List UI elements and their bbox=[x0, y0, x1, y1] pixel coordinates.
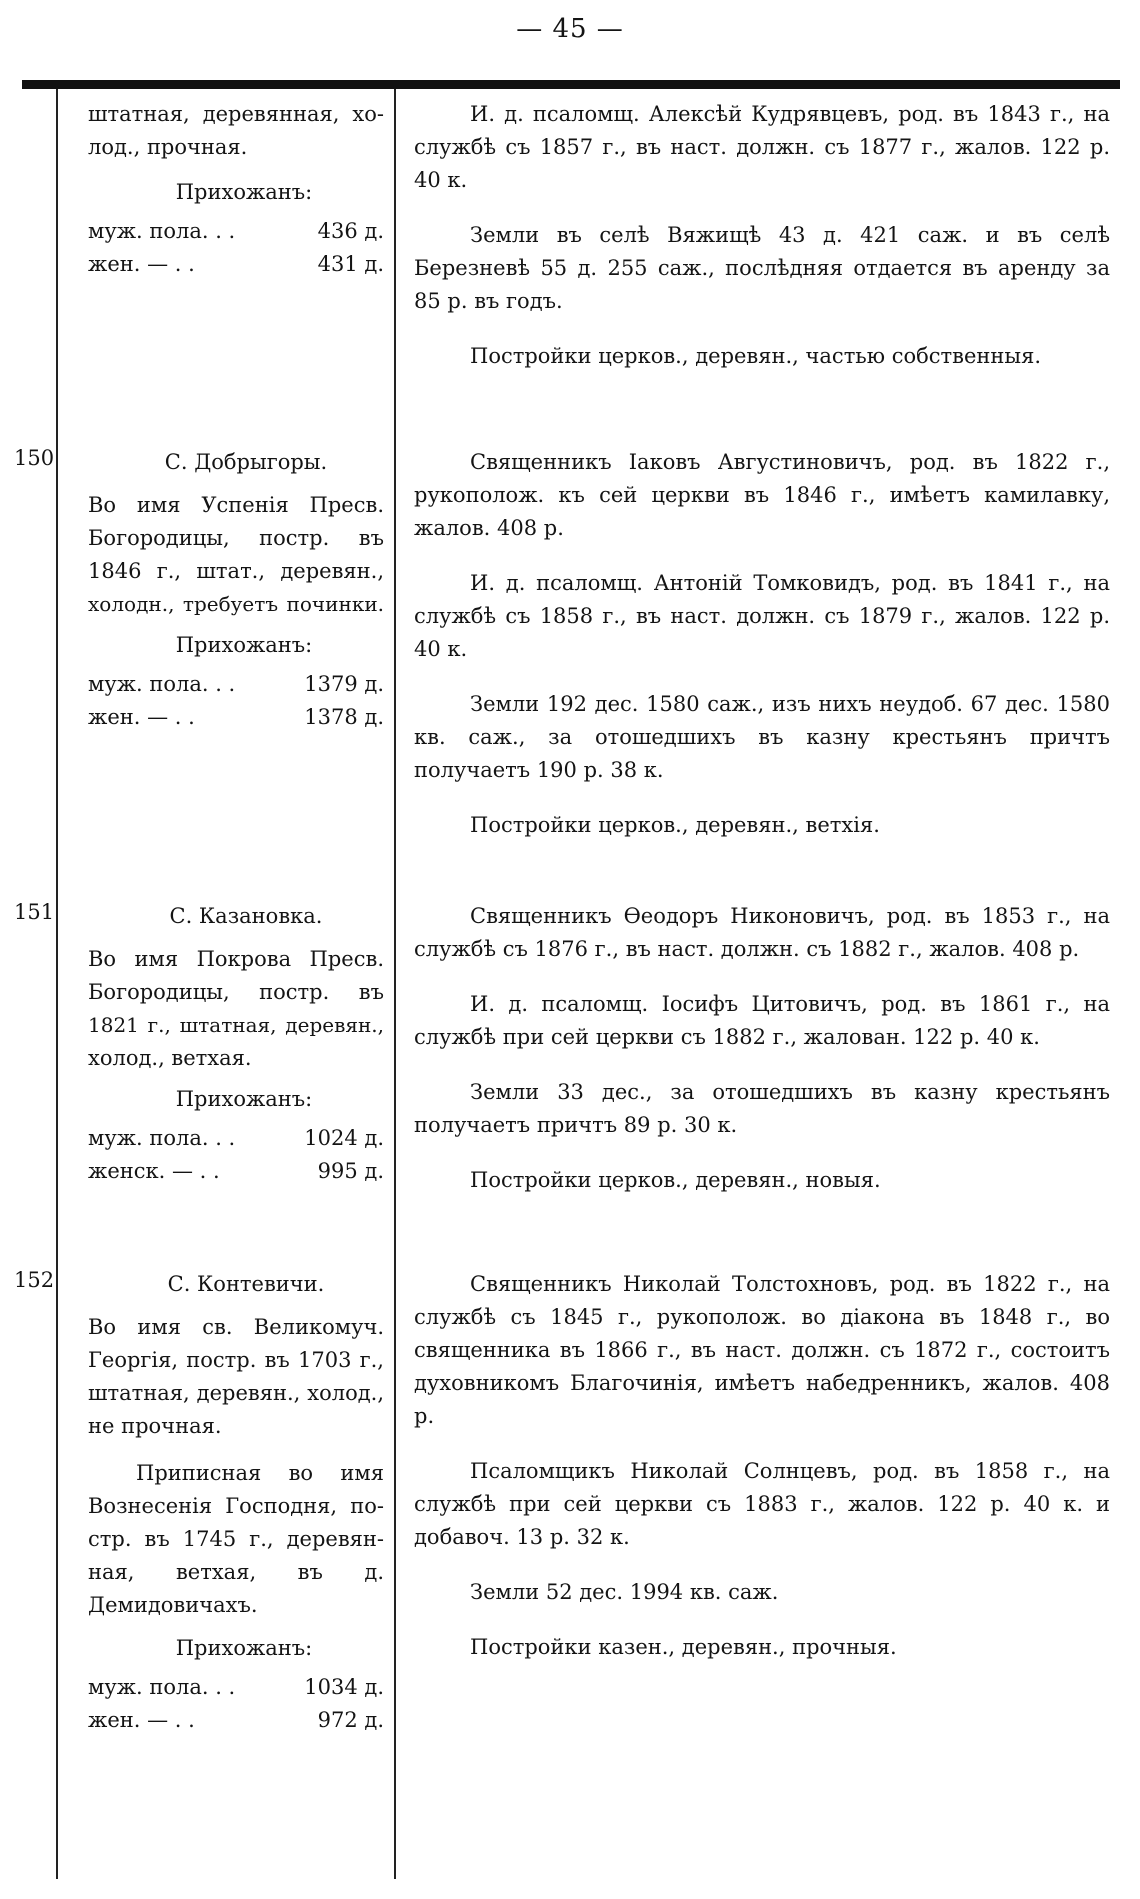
parishioners-title: Прихожанъ: bbox=[175, 633, 313, 657]
land-paragraph: Земли въ селѣ Вяжищѣ 43 д. 421 саж. и въ селѣ Березневѣ 55 д. 255 саж., послѣдняя отдается въ аренду за 85 р. въ годъ. bbox=[414, 223, 1110, 313]
church-line: 1821 г., штатная, деревян., bbox=[88, 1013, 384, 1037]
priest-paragraph: Священникъ Іаковъ Августиновичъ, род. въ 1822 г., рукополож. къ сей церкви въ 1846 г., имѣетъ камилавку, жалов. 408 р. bbox=[414, 450, 1110, 540]
village-name: С. Контевичи. bbox=[167, 1272, 325, 1296]
entry-number: 151 bbox=[14, 900, 55, 924]
church-line: лод., прочная. bbox=[88, 135, 248, 159]
entry-right-column bbox=[414, 900, 1110, 1219]
female-parishioners-row bbox=[88, 1704, 384, 1737]
female-label: жен. — . . bbox=[88, 252, 195, 276]
church-line: Богородицы, постр. въ bbox=[88, 526, 384, 550]
entry-left-column bbox=[88, 900, 384, 1188]
entry-number: 152 bbox=[14, 1268, 55, 1292]
female-value: 1378 д. bbox=[304, 705, 384, 729]
psalmist-paragraph: И. д. псаломщ. Алексѣй Кудрявцевъ, род. въ 1843 г., на службѣ съ 1857 г., въ наст. должн. съ 1877 г., жалов. 122 р. 40 к. bbox=[414, 102, 1110, 192]
land-paragraph: Земли 33 дес., за отошедшихъ въ казну крестьянъ получаетъ причтъ 89 р. 30 к. bbox=[414, 1080, 1110, 1137]
male-label: муж. пола. . . bbox=[88, 1126, 236, 1150]
village-name: С. Казановка. bbox=[169, 904, 323, 928]
female-label: жен. — . . bbox=[88, 1708, 195, 1732]
buildings-paragraph: Постройки церков., деревян., частью собственныя. bbox=[470, 344, 1042, 368]
male-parishioners-row bbox=[88, 1671, 384, 1704]
male-value: 1379 д. bbox=[304, 672, 384, 696]
male-parishioners-row bbox=[88, 215, 384, 248]
church-line: Во имя Покрова Пресв. bbox=[88, 947, 384, 971]
male-label: муж. пола. . . bbox=[88, 672, 236, 696]
priest-paragraph: Священникъ Ѳеодоръ Никоновичъ, род. въ 1853 г., на службѣ съ 1876 г., въ наст. должн. съ 1882 г., жалов. 408 р. bbox=[414, 904, 1110, 961]
entry-number: 150 bbox=[14, 446, 55, 470]
female-parishioners-row bbox=[88, 1155, 384, 1188]
annex-line: ная, ветхая, въ д. Демидовичахъ. bbox=[88, 1560, 384, 1617]
buildings-paragraph: Постройки казен., деревян., прочныя. bbox=[470, 1635, 897, 1659]
male-value: 1034 д. bbox=[304, 1675, 384, 1699]
church-line: штатная, деревян., холод., bbox=[88, 1381, 384, 1405]
male-value: 436 д. bbox=[317, 219, 384, 243]
female-parishioners-row bbox=[88, 248, 384, 281]
female-value: 972 д. bbox=[317, 1708, 384, 1732]
female-label: жен. — . . bbox=[88, 705, 195, 729]
church-line: не прочная. bbox=[88, 1414, 222, 1438]
parishioners-title: Прихожанъ: bbox=[175, 180, 313, 204]
psalmist-paragraph: И. д. псаломщ. Іосифъ Цитовичъ, род. въ 1861 г., на службѣ при сей церкви съ 1882 г., жалован. 122 р. 40 к. bbox=[414, 992, 1110, 1049]
church-line: 1846 г., штат., деревян., bbox=[88, 559, 384, 583]
priest-paragraph: Священникъ Николай Толстохновъ, род. въ 1822 г., на службѣ съ 1845 г., рукополож. во діакона въ 1848 г., во священника въ 1866 г., въ наст. должн. съ 1872 г., состоитъ духовникомъ Благочинія, имѣетъ набедренникъ, жалов. 408 р. bbox=[414, 1272, 1110, 1428]
entry-right-column bbox=[414, 446, 1110, 864]
parishioners-title: Прихожанъ: bbox=[175, 1087, 313, 1111]
annex-line: стр. въ 1745 г., деревян- bbox=[88, 1527, 384, 1551]
village-name: С. Добрыгоры. bbox=[164, 450, 328, 474]
entry-right-column bbox=[414, 1268, 1110, 1686]
psalmist-paragraph: И. д. псаломщ. Антоній Томковидъ, род. въ 1841 г., на службѣ съ 1858 г., въ наст. должн. съ 1879 г., жалов. 122 р. 40 к. bbox=[414, 571, 1110, 661]
male-parishioners-row bbox=[88, 1122, 384, 1155]
top-rule bbox=[22, 80, 1120, 89]
female-value: 431 д. bbox=[317, 252, 384, 276]
continued-left-column bbox=[88, 98, 384, 281]
buildings-paragraph: Постройки церков., деревян., новыя. bbox=[470, 1168, 881, 1192]
church-line: штатная, деревянная, хо- bbox=[88, 102, 384, 126]
page-number: — 45 — bbox=[516, 14, 624, 44]
church-line: холодн., требуетъ починки. bbox=[88, 592, 384, 616]
female-label: женск. — . . bbox=[88, 1159, 220, 1183]
entry-left-column bbox=[88, 1268, 384, 1737]
buildings-paragraph: Постройки церков., деревян., ветхія. bbox=[470, 813, 880, 837]
left-column-rule bbox=[56, 89, 58, 1879]
male-parishioners-row bbox=[88, 668, 384, 701]
annex-line: Вознесенія Господня, по- bbox=[88, 1494, 384, 1518]
male-label: муж. пола. . . bbox=[88, 219, 236, 243]
church-line: Георгія, постр. въ 1703 г., bbox=[88, 1348, 384, 1372]
land-paragraph: Земли 52 дес. 1994 кв. саж. bbox=[470, 1580, 779, 1604]
male-label: муж. пола. . . bbox=[88, 1675, 236, 1699]
entry-left-column bbox=[88, 446, 384, 734]
church-line: холод., ветхая. bbox=[88, 1046, 252, 1070]
annex-line: Приписная во имя bbox=[136, 1461, 384, 1485]
church-line: Во имя Успенія Пресв. bbox=[88, 493, 384, 517]
female-value: 995 д. bbox=[317, 1159, 384, 1183]
male-value: 1024 д. bbox=[304, 1126, 384, 1150]
land-paragraph: Земли 192 дес. 1580 саж., изъ нихъ неудоб. 67 дес. 1580 кв. саж., за отошедшихъ въ казну крестьянъ причтъ получаетъ 190 р. 38 к. bbox=[414, 692, 1110, 782]
middle-column-rule bbox=[394, 89, 396, 1879]
female-parishioners-row bbox=[88, 701, 384, 734]
church-line: Во имя св. Великомуч. bbox=[88, 1315, 384, 1339]
continued-right-column bbox=[414, 98, 1110, 395]
psalmist-paragraph: Псаломщикъ Николай Солнцевъ, род. въ 1858 г., на службѣ при сей церкви съ 1883 г., жалов. 122 р. 40 к. и добавоч. 13 р. 32 к. bbox=[414, 1459, 1110, 1549]
parishioners-title: Прихожанъ: bbox=[175, 1636, 313, 1660]
church-line: Богородицы, постр. въ bbox=[88, 980, 384, 1004]
